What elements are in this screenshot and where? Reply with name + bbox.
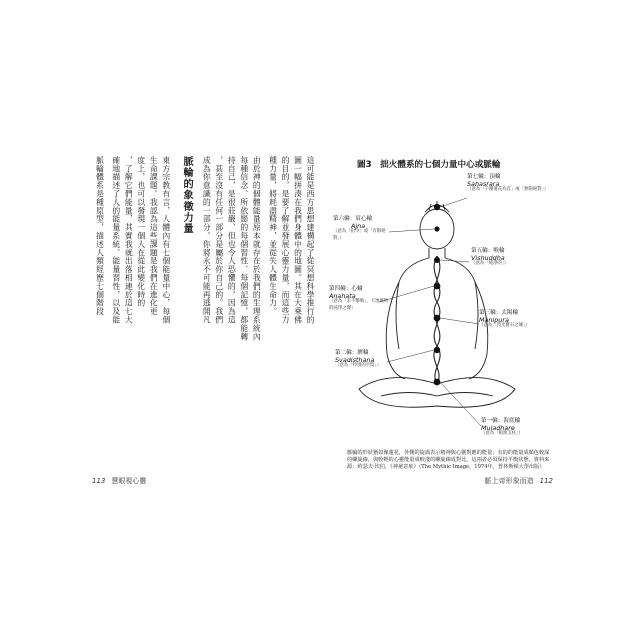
page-number: 112 xyxy=(539,477,553,485)
text-column: 東方宗教有言，人體內有七個能量中心，每個 xyxy=(161,156,171,324)
left-page xyxy=(87,146,317,496)
text-column: ，了解它們能量，其實我就出落相連於這七大 xyxy=(124,156,134,324)
text-column: 脈輪體系是種原型，描述人類經歷七個階段 xyxy=(95,156,105,316)
vertical-text-body xyxy=(95,156,315,456)
text-column: 圖一幅拼湊在我們身體中的地圖。其在大乘佛 xyxy=(293,156,303,324)
chakra-3-label: 第三輪：太陽輪 Manipura （意為「閃光寶石之城」） xyxy=(479,310,530,329)
chakra-6-point xyxy=(434,226,439,231)
text-column: 每種信念、所依戀的每個習性、每個記憶，都能轉 xyxy=(239,156,249,341)
page-number: 113 xyxy=(92,477,106,485)
left-footer xyxy=(92,476,146,486)
right-torso xyxy=(445,258,478,349)
chakra-5-label: 第五輪：喉輪 Vishuddha （意為「純淨的」） xyxy=(471,248,509,267)
paragraph-gap xyxy=(108,156,109,456)
section-heading: 脈輪的象徵力量 xyxy=(181,156,194,235)
figure-caption: 脈輪的形狀猶如像蓮花，外側的旋渦表示精神與心靈對應的能量；有的的能量成顏色較深的螺旋線，與較輕的心靈能量成較淺的螺旋線成對比，這兩者必須保持平衡狀態。資料來源：約瑟夫·坎伯，《神祕意象》（The Mythic Image，1974年，普林斯頓大學出版） xyxy=(347,450,550,470)
chakra-figure xyxy=(329,174,557,449)
paragraph-gap xyxy=(174,156,175,456)
running-title: 脈上帝形象而造 xyxy=(484,477,534,485)
chakra-7-label: 第七輪：頂輪 Sahasrara （意為「千瓣蓮花為首」或「無限絕對」） xyxy=(467,174,549,193)
figure-title: 圖3 拙火體系的七個力量中心或脈輪 xyxy=(357,160,501,170)
left-torso xyxy=(396,258,429,349)
right-footer xyxy=(485,476,553,486)
paragraph-gap xyxy=(264,156,265,456)
text-column: 確地描述了人的能量系統、能量習性，以及能 xyxy=(111,156,121,324)
chakra-3-point xyxy=(434,315,441,322)
chakra-4-point xyxy=(434,283,441,290)
chakra-1-label: 第一輪：海底輪 Muladhare （意為「根源支柱」） xyxy=(481,418,523,437)
text-column: 度上，也可以發現一個人在從此變化時的 xyxy=(136,156,146,308)
text-column: 生命課題。我認為這些課題是我們在進化更 xyxy=(149,156,159,316)
chakra-6-label: 第六輪：眉心輪 Ajna （意為「指令」或「有限絕對」） xyxy=(333,216,386,241)
right-page xyxy=(329,146,557,496)
chakra-7-point xyxy=(434,204,440,210)
text-column: 這可能是西方思想建構起了從冥想科學推行的 xyxy=(306,156,315,324)
chakra-2-point xyxy=(434,347,440,353)
text-column: 持自己，是很莊嚴、但也令人恐懼的。因為這 xyxy=(227,156,237,324)
chakra-2-label: 第二輪：臍輪 Svadisthana （意為「特別的空間」） xyxy=(335,350,382,369)
text-column: 成為你意識的一部分。你將永不可能再逃開凡 xyxy=(202,156,212,324)
text-column: 由於神的個體能量原本就存在於我們的生理系統內 xyxy=(252,156,262,341)
text-column: 種力量，將耗盡精神，並從失人體生命力。 xyxy=(268,156,278,316)
text-column: ，甚至沒有任何一部分是屬於你自己的。我們 xyxy=(214,156,224,324)
chakra-4-label: 第四輪：心輪 Anahata （意為「未不擊鳴」，天地萬物的純淨之聲） xyxy=(329,286,389,311)
chakra-1-point xyxy=(434,379,441,386)
paragraph-gap xyxy=(198,156,199,456)
text-column: 的目的，是要了解並發展心靈力量，而這些力 xyxy=(281,156,290,324)
running-title: 慧眼視心靈 xyxy=(111,477,147,485)
book-spread xyxy=(87,146,557,496)
chakra-5-point xyxy=(434,257,440,263)
